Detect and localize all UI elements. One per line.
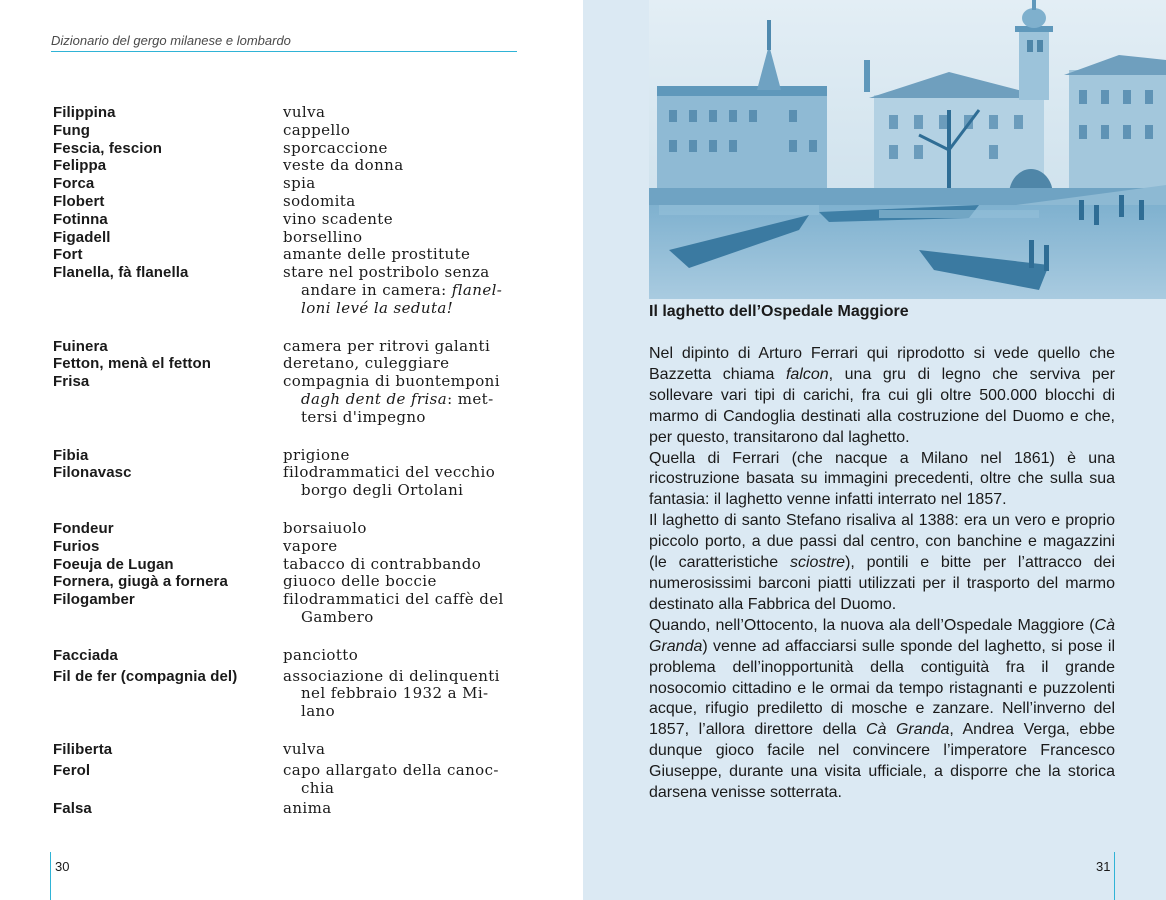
glossary-definition: filodrammatici del caffè del Gambero — [283, 590, 504, 626]
glossary-term: Filonavasc — [53, 464, 132, 482]
painting-canal-scene — [649, 0, 1166, 299]
glossary-definition: capo allargato della canoc- chia — [283, 760, 499, 797]
glossary-definition: vulva — [283, 739, 326, 758]
glossary-entry — [53, 157, 523, 175]
paragraph: Quella di Ferrari (che nacque a Milano nel 1861) è una ricostruzione basata su immagini precedenti, oltre che sulla sua fantasia: il laghetto venne infatti interrato nel 1857. — [649, 449, 1115, 509]
glossary-term: Figadell — [53, 228, 111, 246]
glossary-entry — [53, 538, 523, 556]
glossary-definition: vino scadente — [283, 209, 394, 228]
glossary-entry — [53, 573, 523, 591]
glossary-term: Frisa — [53, 373, 90, 391]
glossary-term: Fort — [53, 246, 83, 264]
glossary-term: Fil de fer (compagnia del) — [53, 667, 238, 685]
glossary-definition: borsellino — [283, 227, 363, 246]
glossary-entry — [53, 140, 523, 158]
glossary-term: Felippa — [53, 157, 107, 175]
glossary-term: Foeuja de Lugan — [53, 555, 174, 573]
paragraph: Quando, nell’Ottocento, la nuova ala dell’Ospedale Maggiore (Cà Granda) venne ad affacciarsi sulle sponde del laghetto, si pose il problema dell’inopportunità della contiguità fra il grande nosocomio cittadino e le ormai da tempo ristagnanti e puzzolenti acque, rifugio prediletto di mosche e zanzare. Nell’inverno del 1857, l’allora direttore della Cà Granda, Andrea Verga, ebbe dunque gioco facile nel convincere l’imperatore Francesco Giuseppe, durante una visita ufficiale, a disporre che la storica darsena venisse sotterrata. — [649, 616, 1116, 802]
glossary-entry — [53, 355, 523, 373]
glossary-definition: camera per ritrovi galanti — [283, 336, 491, 355]
glossary-entry — [53, 591, 523, 627]
glossary-entry — [53, 668, 523, 721]
glossary-definition: deretano, culeggiare — [283, 354, 450, 373]
glossary-entry — [53, 229, 523, 247]
glossary-term: Furios — [53, 537, 100, 555]
glossary-entry — [53, 556, 523, 574]
glossary-definition: veste da donna — [283, 156, 404, 175]
glossary-definition: sodomita — [283, 191, 356, 210]
glossary-definition: vapore — [283, 536, 338, 555]
painting-illustration — [649, 0, 1166, 299]
glossary-term: Filippina — [53, 104, 116, 121]
glossary-entry — [53, 175, 523, 193]
glossary-term: Ferol — [53, 761, 91, 779]
glossary-term: Falsa — [53, 800, 92, 818]
article-body — [649, 344, 1115, 804]
glossary-entry — [53, 264, 523, 317]
glossary-entry — [53, 800, 523, 818]
running-header: Dizionario del gergo milanese e lombardo — [51, 33, 291, 48]
page-rule-right — [1114, 852, 1115, 900]
glossary-entry — [53, 193, 523, 211]
glossary-entry — [53, 762, 523, 798]
image-caption: Il laghetto dell’Ospedale Maggiore — [649, 303, 909, 320]
glossary-entry — [53, 246, 523, 264]
paragraph: Il laghetto di santo Stefano risaliva al 1388: era un vero e proprio piccolo porto, a due passi dal centro, con banchine e magazzini (le caratteristiche sciostre), pontili e bitte per l’attracco dei numerosissimi barconi piatti utilizzati per il trasporto del marmo destinato alla Fabbrica del Duomo. — [649, 512, 1116, 613]
header-rule — [51, 51, 517, 52]
glossary-definition: borsaiuolo — [283, 518, 367, 537]
paragraph: Nel dipinto di Arturo Ferrari qui riprodotto si vede quello che Bazzetta chiama falcon, una gru di legno che serviva per sollevare vari tipi di carichi, fra cui gli oltre 500.000 blocchi di marmo di Candoglia destinati alla costruzione del Duomo e che, per questo, transitarono dal laghetto. — [649, 345, 1115, 446]
glossary-definition: cappello — [283, 120, 351, 139]
glossary-definition: prigione — [283, 445, 350, 464]
glossary-entry — [53, 104, 523, 122]
glossary-definition: tabacco di contrabbando — [283, 554, 482, 573]
glossary-term: Fornera, giugà a fornera — [53, 573, 228, 591]
page-number-right: 31 — [1096, 859, 1111, 874]
page-number-left: 30 — [55, 859, 70, 874]
glossary-definition: anima — [283, 799, 332, 818]
glossary-term: Filogamber — [53, 591, 135, 609]
glossary-term: Fibia — [53, 446, 89, 464]
glossary-definition: compagnia di buontemponi dagh dent de frisa: met- tersi d'impegno — [283, 372, 500, 426]
glossary-term: Forca — [53, 175, 95, 193]
glossary-term: Flanella, fà flanella — [53, 264, 189, 282]
glossary-list — [53, 104, 523, 818]
glossary-definition: vulva — [283, 103, 326, 121]
glossary-definition: giuoco delle boccie — [283, 572, 437, 591]
glossary-entry — [53, 647, 523, 665]
glossary-entry — [53, 338, 523, 356]
glossary-entry — [53, 211, 523, 229]
page-rule-left — [50, 852, 51, 900]
glossary-term: Flobert — [53, 192, 105, 210]
glossary-entry — [53, 447, 523, 465]
glossary-entry — [53, 122, 523, 140]
glossary-definition: filodrammatici del vecchio borgo degli Ortolani — [283, 463, 496, 500]
glossary-entry — [53, 520, 523, 538]
glossary-term: Fung — [53, 121, 91, 139]
glossary-term: Fotinna — [53, 210, 108, 228]
glossary-definition: stare nel postribolo senza andare in camera: flanel- loni levé la seduta! — [283, 263, 503, 317]
glossary-definition: amante delle prostitute — [283, 245, 471, 264]
glossary-term: Fetton, menà el fetton — [53, 355, 212, 373]
glossary-definition: panciotto — [283, 645, 359, 664]
glossary-entry — [53, 464, 523, 500]
glossary-definition: sporcaccione — [283, 138, 388, 157]
right-page — [583, 0, 1166, 900]
glossary-entry — [53, 741, 523, 759]
glossary-term: Fescia, fescion — [53, 139, 163, 157]
glossary-definition: spia — [283, 174, 316, 193]
glossary-term: Facciada — [53, 646, 119, 664]
glossary-definition: associazione di delinquenti nel febbraio 1932 a Mi- lano — [283, 666, 500, 721]
glossary-term: Fondeur — [53, 519, 114, 537]
glossary-term: Fuinera — [53, 337, 108, 355]
glossary-term: Filiberta — [53, 740, 113, 758]
glossary-entry — [53, 373, 523, 426]
